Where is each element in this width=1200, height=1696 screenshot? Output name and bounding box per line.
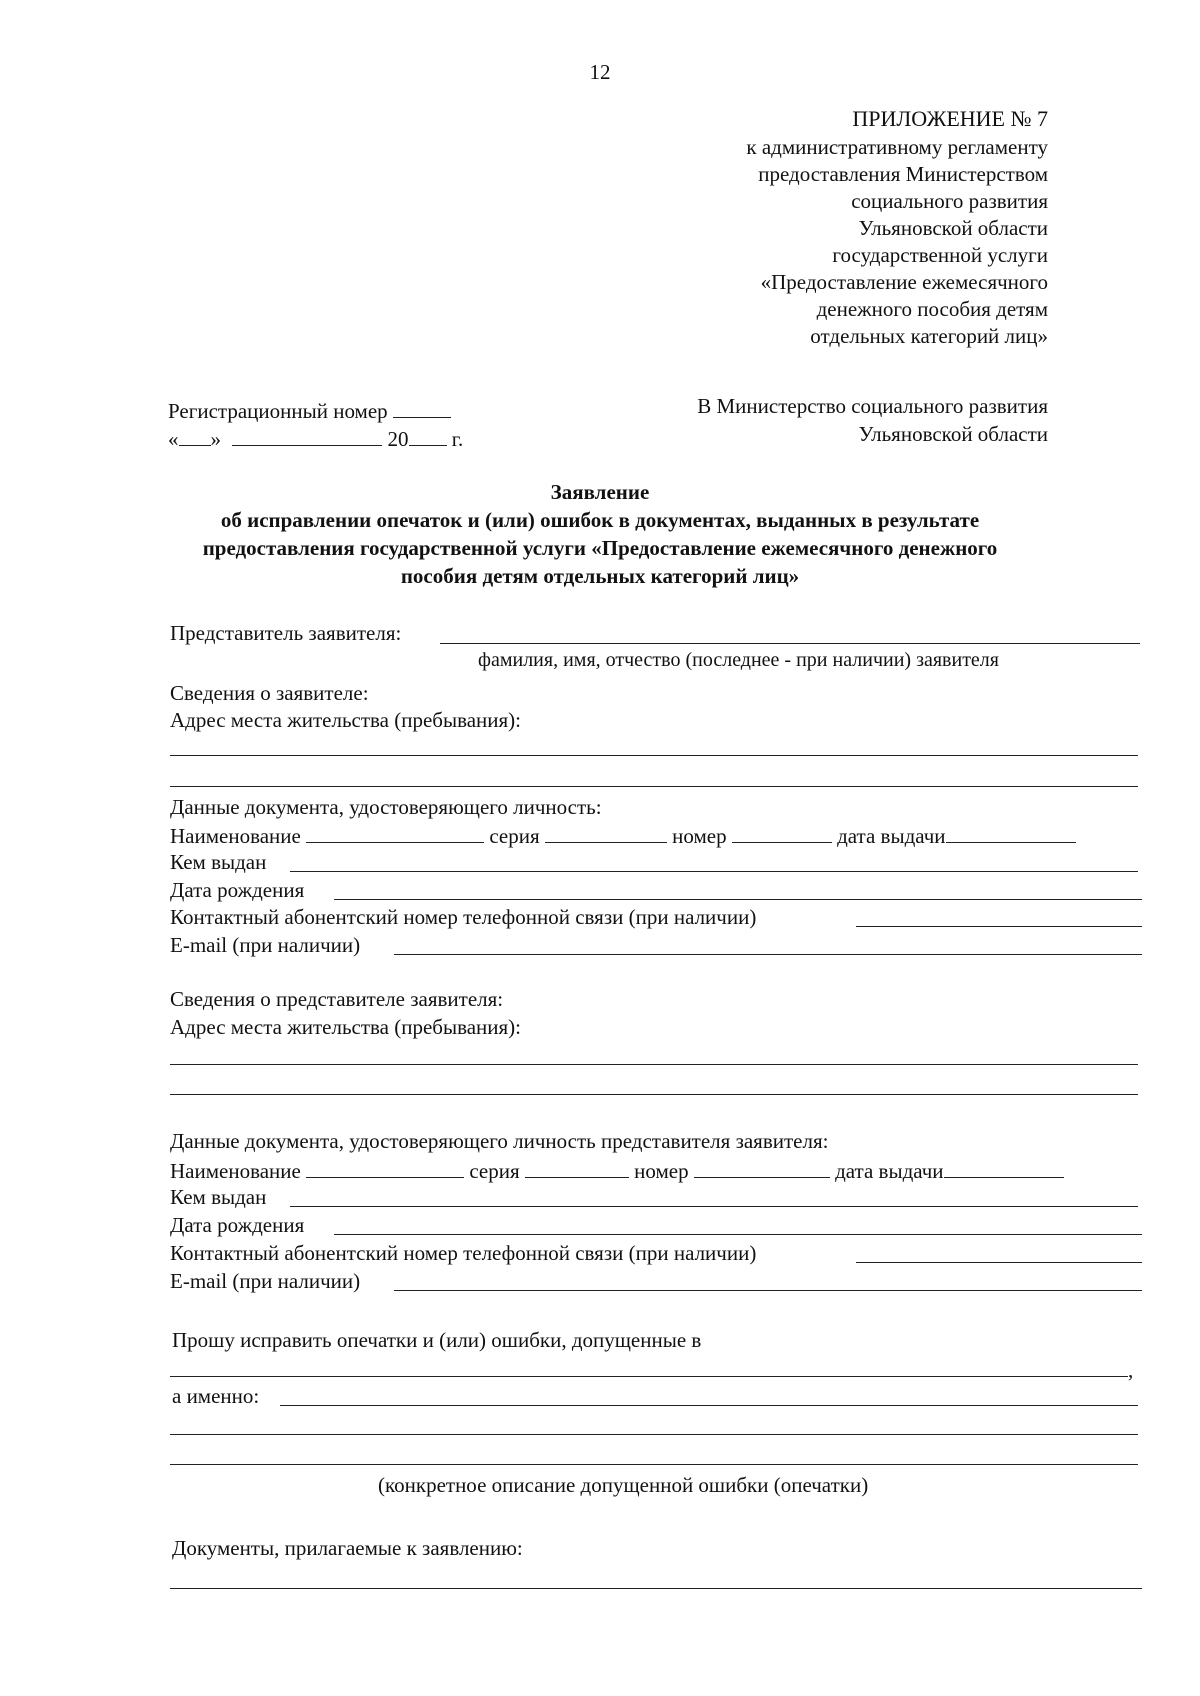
annex-line: отдельных категорий лиц» [810,324,1048,348]
rep-email-label: E-mail (при наличии) [170,1269,361,1293]
document-title: Заявление [550,480,650,504]
registration-number-field[interactable] [393,399,451,418]
page-number-text: 12 [589,60,611,84]
rep-address-line[interactable] [170,1064,1138,1065]
addressee-line: В Министерство социального развития [697,394,1048,418]
annex-line: предоставления Министерством [758,162,1048,186]
annex-line: государственной услуги [832,243,1048,267]
doc-issue-date-label: дата выдачи [837,824,946,848]
doc-name-field[interactable] [306,824,484,843]
rep-doc-number-label: номер [634,1159,689,1183]
doc-issue-date-field[interactable] [946,824,1076,843]
year-prefix: 20 [387,427,409,451]
rep-doc-issue-date-field[interactable] [944,1159,1064,1178]
registration-number-label: Регистрационный номер [168,399,388,423]
annex-line: Ульяновской области [858,216,1048,240]
rep-birth-date-field[interactable] [334,1234,1142,1235]
description-line[interactable] [170,1464,1138,1465]
rep-email-field[interactable] [394,1290,1142,1291]
applicant-birth-date-label: Дата рождения [170,878,305,902]
month-field[interactable] [232,427,382,446]
applicant-email-field[interactable] [394,954,1142,955]
page-number [0,62,1200,83]
day-field[interactable] [179,427,211,446]
doc-series-label: серия [489,824,540,848]
rep-doc-name-field[interactable] [306,1159,464,1178]
rep-birth-date-label: Дата рождения [170,1213,305,1237]
namely-field[interactable] [280,1405,1138,1406]
request-comma: , [1128,1358,1134,1382]
quote-close: » [210,427,221,451]
applicant-issued-by-label: Кем выдан [170,850,267,874]
description-line[interactable] [170,1434,1138,1435]
applicant-email-label: E-mail (при наличии) [170,933,361,957]
applicant-doc-row [170,824,1076,847]
representative-hint: фамилия, имя, отчество (последнее - при наличии) заявителя [478,649,999,671]
annex-line: «Предоставление ежемесячного [760,270,1048,294]
annex-line: денежного пособия детям [816,297,1048,321]
annex-line: к административному регламенту [746,135,1048,159]
annex-line: социального развития [851,189,1048,213]
applicant-phone-field[interactable] [856,926,1142,927]
representative-label: Представитель заявителя: [170,621,402,645]
rep-doc-number-field[interactable] [694,1159,830,1178]
applicant-phone-label: Контактный абонентский номер телефонной связи (при наличии) [170,905,757,929]
rep-section-title: Сведения о представителе заявителя: [170,987,504,1011]
attachments-label: Документы, прилагаемые к заявлению: [172,1536,523,1560]
rep-address-label: Адрес места жительства (пребывания): [170,1015,522,1039]
applicant-doc-title: Данные документа, удостоверяющего личность: [170,795,602,819]
applicant-address-label: Адрес места жительства (пребывания): [170,708,522,732]
rep-phone-label: Контактный абонентский номер телефонной связи (при наличии) [170,1241,757,1265]
document-subtitle-line: об исправлении опечаток и (или) ошибок в документах, выданных в результате [220,508,980,532]
attachments-field[interactable] [170,1588,1142,1589]
rep-address-line[interactable] [170,1094,1138,1095]
rep-doc-series-field[interactable] [525,1159,629,1178]
namely-label: а именно: [172,1384,260,1408]
rep-doc-series-label: серия [469,1159,520,1183]
annex-title: ПРИЛОЖЕНИЕ № 7 [852,106,1048,131]
document-subtitle-line: пособия детям отдельных категорий лиц» [400,564,800,588]
request-document-field[interactable] [170,1376,1128,1377]
rep-doc-row [170,1159,1064,1182]
description-hint: (конкретное описание допущенной ошибки (опечатки) [378,1473,869,1497]
request-text: Прошу исправить опечатки и (или) ошибки, допущенные в [172,1328,702,1352]
representative-field[interactable] [440,643,1140,644]
applicant-section-title: Сведения о заявителе: [170,681,369,705]
doc-name-label: Наименование [170,824,301,848]
applicant-address-line[interactable] [170,786,1138,787]
doc-series-field[interactable] [545,824,667,843]
applicant-address-line[interactable] [170,755,1138,756]
document-subtitle-line: предоставления государственной услуги «Предоставление ежемесячного денежного [202,536,998,560]
rep-doc-name-label: Наименование [170,1159,301,1183]
addressee-line: Ульяновской области [858,422,1048,446]
doc-number-field[interactable] [732,824,832,843]
rep-phone-field[interactable] [856,1262,1142,1263]
rep-doc-issue-date-label: дата выдачи [835,1159,944,1183]
rep-doc-title: Данные документа, удостоверяющего личность представителя заявителя: [170,1129,829,1153]
rep-issued-by-label: Кем выдан [170,1185,267,1209]
registration-date [168,427,463,450]
quote-open: « [168,427,179,451]
year-field[interactable] [409,427,447,446]
registration-number [168,399,451,422]
year-suffix: г. [451,427,464,451]
applicant-birth-date-field[interactable] [334,899,1142,900]
applicant-issued-by-field[interactable] [290,871,1138,872]
rep-issued-by-field[interactable] [290,1206,1138,1207]
doc-number-label: номер [672,824,727,848]
